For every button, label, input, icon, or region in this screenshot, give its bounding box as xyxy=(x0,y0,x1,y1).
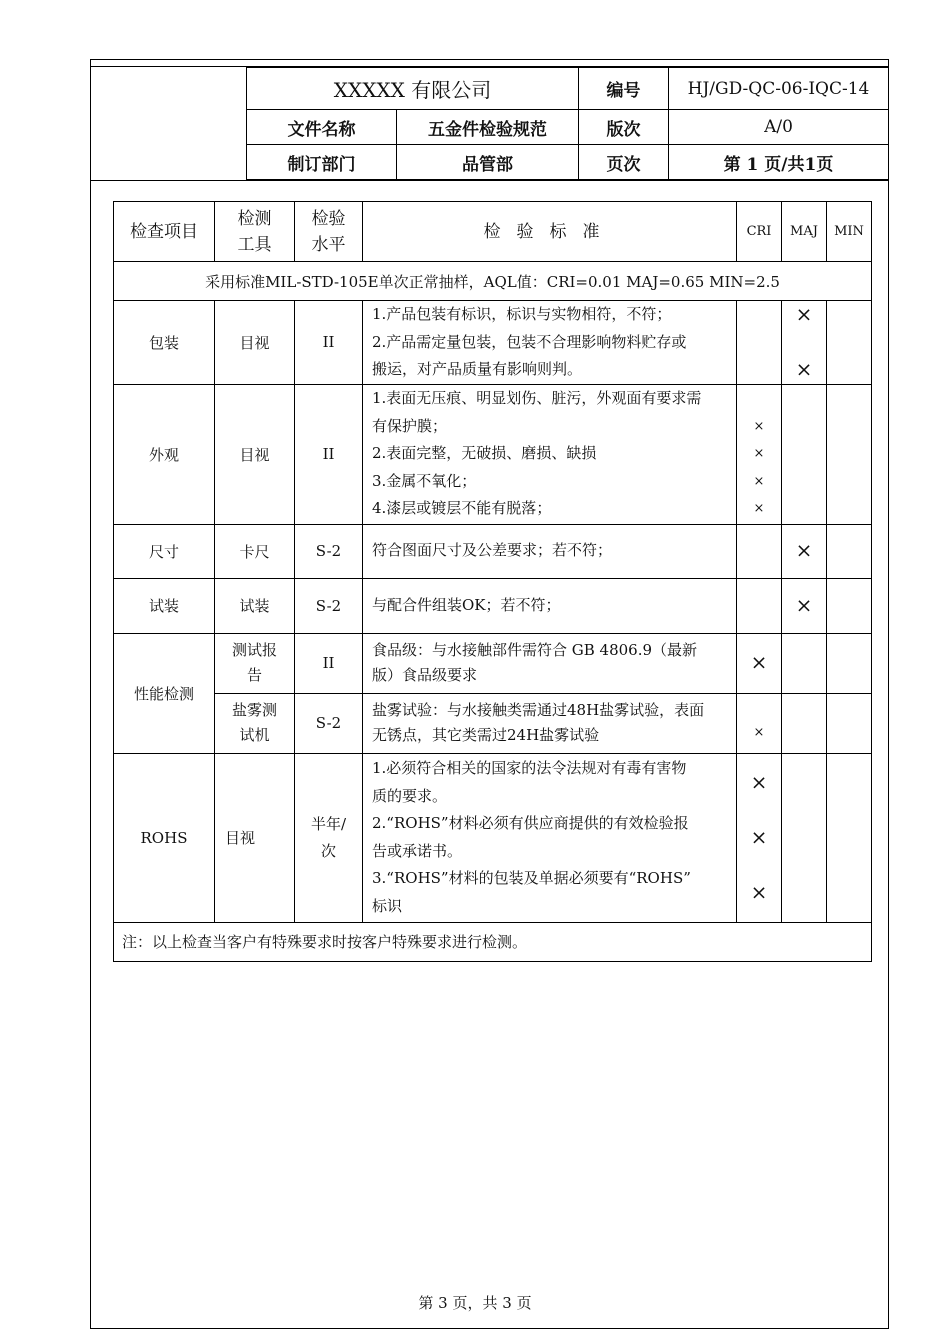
standard-line: 1.产品包装有标识，标识与实物相符，不符； xyxy=(372,305,672,323)
cri-cell xyxy=(737,633,782,693)
maj-cell xyxy=(782,301,827,385)
cri-cell xyxy=(737,384,782,524)
defect-mark: × xyxy=(795,592,813,617)
page-label: 页次 xyxy=(579,145,669,180)
level-cell: S-2 xyxy=(295,524,363,578)
cri-cell xyxy=(737,753,782,922)
defect-mark: × xyxy=(753,725,765,740)
maj-cell xyxy=(782,524,827,578)
file-name-label: 文件名称 xyxy=(247,110,397,145)
cri-cell xyxy=(737,301,782,385)
page-footer: 第 3 页，共 3 页 xyxy=(418,1294,532,1312)
col-maj-header: MAJ xyxy=(782,202,827,262)
col-tool-header: 检测工具 xyxy=(215,202,295,262)
defect-mark: × xyxy=(750,770,768,794)
maj-cell xyxy=(782,753,827,922)
standard-line: 4.漆层或镀层不能有脱落； xyxy=(372,499,552,518)
table-header-row xyxy=(114,202,872,262)
defect-mark: × xyxy=(750,825,768,849)
version-label: 版次 xyxy=(579,110,669,145)
document-header xyxy=(246,67,889,180)
defect-mark: × xyxy=(750,650,768,675)
tool-cell: 目视 xyxy=(215,301,295,385)
defect-mark: × xyxy=(753,501,765,517)
defect-mark xyxy=(737,385,781,413)
standard-line: 版）食品级要求 xyxy=(372,666,478,684)
level-cell: II xyxy=(295,384,363,524)
table-row xyxy=(114,693,872,753)
tool-cell: 目视 xyxy=(215,753,295,922)
min-cell xyxy=(827,633,872,693)
standard-line: 有保护膜； xyxy=(372,416,448,435)
min-cell xyxy=(827,578,872,633)
standard-line: 食品级：与水接触部件需符合 GB 4806.9（最新 xyxy=(372,641,698,659)
item-cell: 尺寸 xyxy=(114,524,215,578)
min-cell xyxy=(827,384,872,524)
file-name-value: 五金件检验规范 xyxy=(397,110,579,145)
standard-line: 标识 xyxy=(372,896,403,915)
standard-line: 质的要求。 xyxy=(372,786,448,805)
standard-cell xyxy=(363,633,737,693)
standard-cell xyxy=(363,524,737,578)
version-value: A/0 xyxy=(669,110,889,145)
table-row xyxy=(114,384,872,524)
maj-cell xyxy=(782,633,827,693)
standard-cell xyxy=(363,384,737,524)
col-standard-header: 检验标准 xyxy=(363,202,737,262)
company-name: XXXXX 有限公司 xyxy=(247,68,579,110)
item-cell: 性能检测 xyxy=(114,633,215,753)
col-level-header: 检验水平 xyxy=(295,202,363,262)
col-item-header: 检查项目 xyxy=(114,202,215,262)
standard-line: 3.金属不氧化； xyxy=(372,471,477,490)
cri-cell xyxy=(737,578,782,633)
standard-cell xyxy=(363,301,737,385)
min-cell xyxy=(827,524,872,578)
item-cell: 试装 xyxy=(114,578,215,633)
cri-cell xyxy=(737,524,782,578)
item-cell: ROHS xyxy=(114,753,215,922)
defect-mark: × xyxy=(795,538,813,563)
level-cell: S-2 xyxy=(295,578,363,633)
standard-cell xyxy=(363,578,737,633)
tool-cell: 目视 xyxy=(215,384,295,524)
table-row xyxy=(114,578,872,633)
col-min-header: MIN xyxy=(827,202,872,262)
standard-line: 2.“ROHS”材料必须有供应商提供的有效检验报 xyxy=(372,814,689,832)
standard-line: 搬运，对产品质量有影响则判。 xyxy=(372,360,583,378)
min-cell xyxy=(827,753,872,922)
code-label: 编号 xyxy=(579,68,669,110)
min-cell xyxy=(827,301,872,385)
standard-line: 无锈点，其它类需过24H盐雾试验 xyxy=(372,726,600,744)
cri-cell xyxy=(737,693,782,753)
item-cell: 包装 xyxy=(114,301,215,385)
table-row xyxy=(114,524,872,578)
table-row xyxy=(114,753,872,922)
level-cell: S-2 xyxy=(295,693,363,753)
tool-cell: 测试报告 xyxy=(215,633,295,693)
col-cri-header: CRI xyxy=(737,202,782,262)
standard-line: 3.“ROHS”材料的包装及单据必须要有“ROHS” xyxy=(372,869,691,887)
table-row xyxy=(114,301,872,385)
standard-cell xyxy=(363,693,737,753)
defect-mark: × xyxy=(795,302,813,326)
defect-mark: × xyxy=(753,446,765,462)
level-cell: II xyxy=(295,301,363,385)
table-note: 注：以上检查当客户有特殊要求时按客户特殊要求进行检测。 xyxy=(114,922,872,961)
item-cell: 外观 xyxy=(114,384,215,524)
tool-cell: 试装 xyxy=(215,578,295,633)
standard-line: 盐雾试验：与水接触类需通过48H盐雾试验，表面 xyxy=(372,701,705,719)
maj-cell xyxy=(782,384,827,524)
defect-mark: × xyxy=(753,473,765,489)
page-value: 第 1 页/共1页 xyxy=(669,145,889,180)
sampling-standard: 采用标准MIL-STD-105E单次正常抽样，AQL值：CRI=0.01 MAJ=0.65 MIN=2.5 xyxy=(114,262,872,301)
defect-mark: × xyxy=(795,357,813,381)
defect-mark xyxy=(782,329,826,357)
maj-cell xyxy=(782,693,827,753)
defect-mark: × xyxy=(753,418,765,434)
level-cell: 半年/次 xyxy=(295,753,363,922)
dept-value: 品管部 xyxy=(397,145,579,180)
defect-mark: × xyxy=(750,880,768,904)
level-cell: II xyxy=(295,633,363,693)
standard-line: 1.必须符合相关的国家的法令法规对有毒有害物 xyxy=(372,759,687,777)
header-bottom-rule xyxy=(90,180,889,181)
tool-cell: 盐雾测试机 xyxy=(215,693,295,753)
standard-line: 1.表面无压痕、明显划伤、脏污，外观面有要求需 xyxy=(372,389,702,408)
standard-line: 与配合件组装OK；若不符； xyxy=(372,595,561,614)
standard-line: 2.产品需定量包装，包装不合理影响物料贮存或 xyxy=(372,332,687,351)
code-value: HJ/GD-QC-06-IQC-14 xyxy=(669,68,889,110)
min-cell xyxy=(827,693,872,753)
dept-label: 制订部门 xyxy=(247,145,397,180)
standard-line: 符合图面尺寸及公差要求；若不符； xyxy=(372,541,613,560)
tool-cell: 卡尺 xyxy=(215,524,295,578)
table-row xyxy=(114,633,872,693)
standard-cell xyxy=(363,753,737,922)
standard-line: 2.表面完整，无破损、磨损、缺损 xyxy=(372,444,597,463)
standard-line: 告或承诺书。 xyxy=(372,841,463,860)
maj-cell xyxy=(782,578,827,633)
inspection-table xyxy=(113,201,872,962)
